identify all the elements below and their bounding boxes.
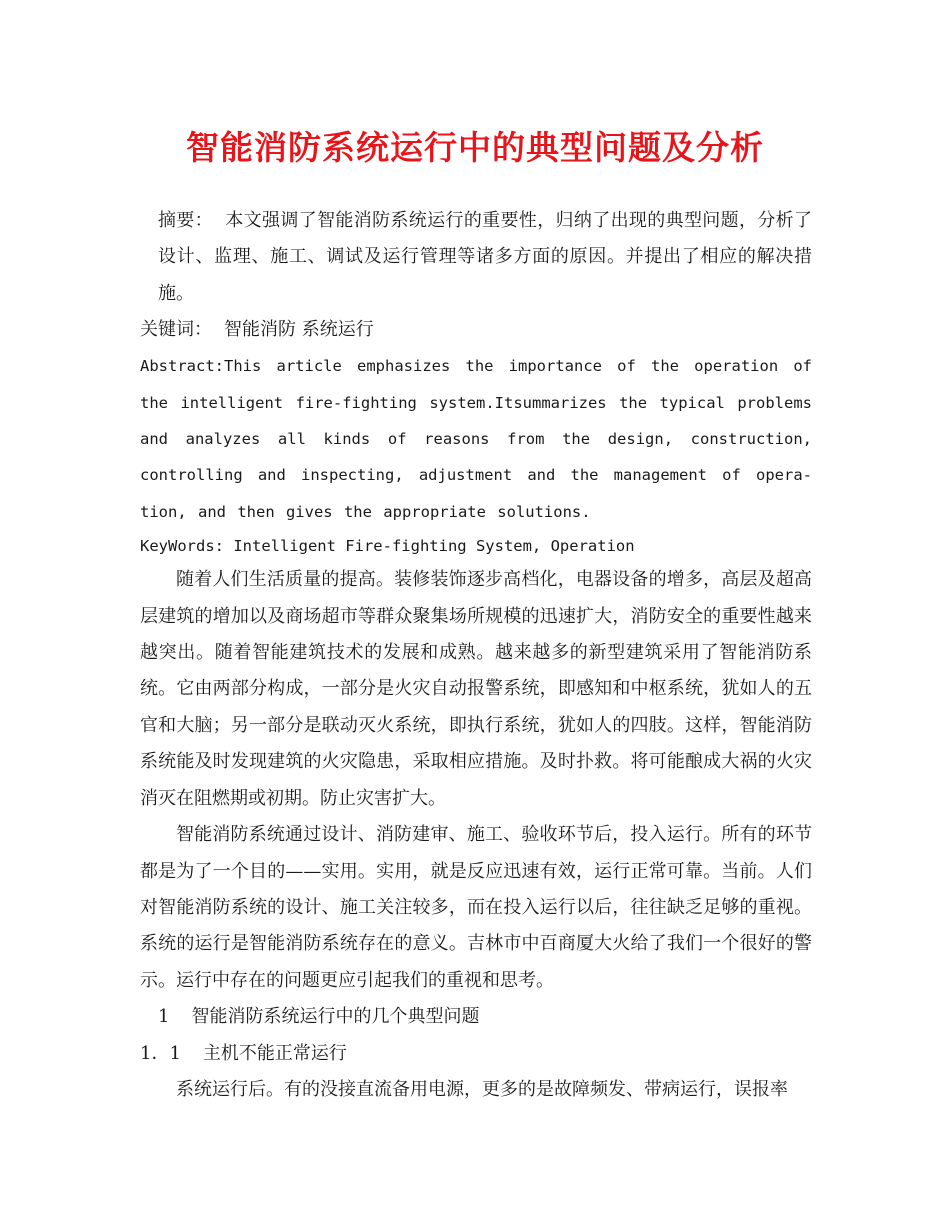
document-body — [140, 203, 812, 1108]
section-title: 智能消防系统运行中的几个典型问题 — [191, 1006, 480, 1028]
keywords-cn — [140, 312, 812, 348]
body-paragraph-3: 系统运行后。有的没接直流备用电源，更多的是故障频发、带病运行，误报率 — [176, 1078, 788, 1100]
abstract-label: 摘要： — [158, 210, 214, 231]
subsection-title: 主机不能正常运行 — [202, 1042, 347, 1064]
section-heading-1 — [140, 999, 812, 1035]
subsection-number: 1．1 — [140, 1042, 181, 1064]
keywords-label: 关键词： — [140, 319, 212, 341]
keywords-text: 智能消防 系统运行 — [224, 319, 374, 341]
document-title: 智能消防系统运行中的典型问题及分析 — [186, 128, 764, 167]
section-number: 1 — [158, 1006, 170, 1028]
abstract-text: 本文强调了智能消防系统运行的重要性，归纳了出现的典型问题，分析了设计、监理、施工、调试及运行管理等诸多方面的原因。并提出了相应的解决措施。 — [158, 210, 812, 304]
keywords-en: KeyWords: Intelligent Fire-fighting System, Operation — [140, 537, 635, 556]
abstract-cn — [140, 203, 812, 312]
subsection-heading-1-1 — [140, 1036, 812, 1072]
body-paragraph-1: 随着人们生活质量的提高。装修装饰逐步高档化，电器设备的增多，高层及超高层建筑的增加以及商场超市等群众聚集场所规模的迅速扩大，消防安全的重要性越来越突出。随着智能建筑技术的发展和成熟。越来越多的新型建筑采用了智能消防系统。它由两部分构成，一部分是火灾自动报警系统，即感知和中枢系统，犹如人的五官和大脑；另一部分是联动灭火系统，即执行系统，犹如人的四肢。这样，智能消防系统能及时发现建筑的火灾隐患，采取相应措施。及时扑救。将可能酿成大祸的火灾消灭在阻燃期或初期。防止灾害扩大。 — [140, 569, 812, 809]
abstract-en: Abstract:This article emphasizes the importance of the operation of the intelligent fire-fighting system.Itsummarizes the typical problems and analyzes all kinds of reasons from the design, construction, controlling and inspecting, adjustment and the management of opera-tion, and then gives the appropriate solutions. — [140, 357, 812, 521]
body-paragraph-2: 智能消防系统通过设计、消防建审、施工、验收环节后，投入运行。所有的环节都是为了一个目的——实用。实用，就是反应迅速有效，运行正常可靠。当前。人们对智能消防系统的设计、施工关注较多，而在投入运行以后，往往缺乏足够的重视。系统的运行是智能消防系统存在的意义。吉林市中百商厦大火给了我们一个很好的警示。运行中存在的问题更应引起我们的重视和思考。 — [140, 824, 812, 991]
